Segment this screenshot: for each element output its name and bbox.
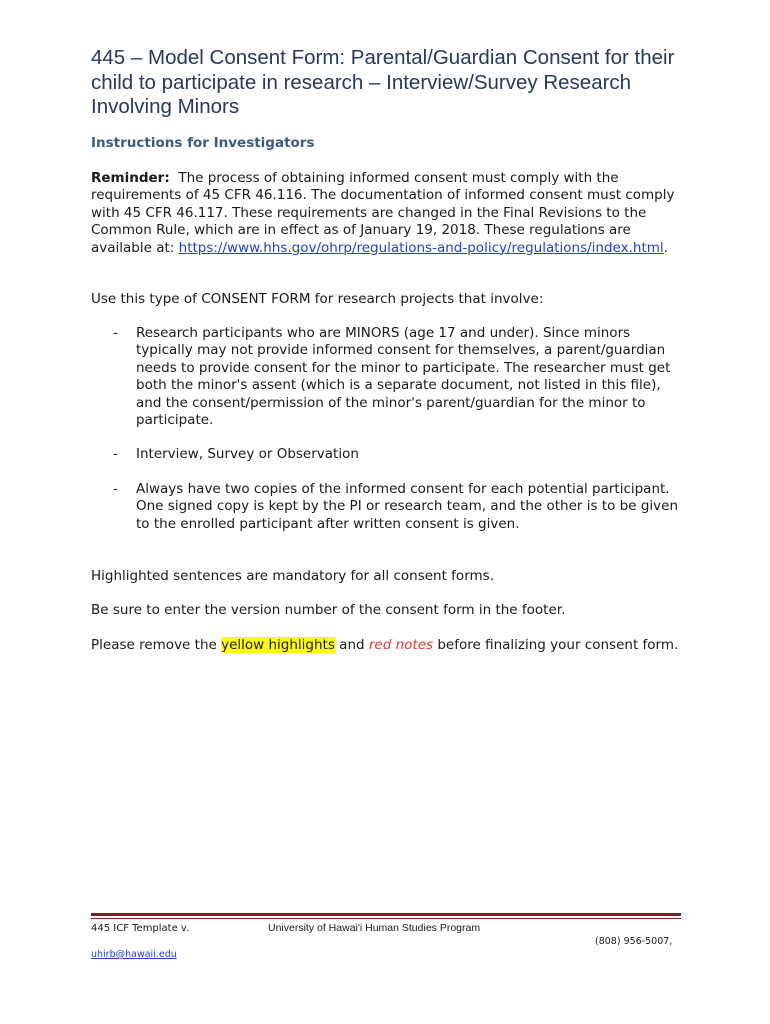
use-intro: Use this type of CONSENT FORM for research projects that involve: bbox=[91, 291, 544, 307]
footer-template-version: 445 ICF Template v. bbox=[91, 923, 190, 934]
bullet-marker: - bbox=[113, 325, 118, 341]
list-item bbox=[91, 325, 683, 429]
list-item-text: Research participants who are MINORS (age 17 and under). Since minors typically may not provide informed consent for themselves, a parent/guardian needs to provide consent for the minor to participate. The researcher must get both the minor's assent (which is a separate document, not listed in this file), and the consent/permission of the minor's parent/guardian for the minor to participate. bbox=[136, 325, 671, 429]
reminder-paragraph bbox=[91, 170, 683, 257]
version-note: Be sure to enter the version number of the consent form in the footer. bbox=[91, 602, 566, 618]
bullet-marker: - bbox=[113, 446, 118, 463]
instructions-heading: Instructions for Investigators bbox=[91, 135, 315, 151]
remove-note-prefix: Please remove the bbox=[91, 637, 222, 653]
remove-note bbox=[91, 637, 683, 654]
remove-note-middle: and bbox=[334, 637, 369, 653]
bullet-marker: - bbox=[113, 480, 118, 497]
document-title: 445 – Model Consent Form: Parental/Guardian Consent for their child to participate in research – Interview/Survey Research Involving Minors bbox=[91, 46, 675, 118]
list-item-text: Always have two copies of the informed consent for each potential participant. One signed copy is kept by the PI or research team, and the other is to be given to the enrolled participant after written consent is given. bbox=[136, 480, 679, 532]
highlight-note: Highlighted sentences are mandatory for all consent forms. bbox=[91, 568, 494, 584]
requirements-list bbox=[91, 325, 683, 533]
footer-rule-thin bbox=[91, 918, 681, 919]
red-note-text: red notes bbox=[368, 637, 434, 653]
list-item bbox=[91, 481, 683, 533]
reminder-end: . bbox=[663, 239, 668, 256]
reminder-label: Reminder: bbox=[91, 170, 170, 186]
remove-note-suffix: before finalizing your consent form. bbox=[433, 637, 679, 653]
reminder-text: The process of obtaining informed consent must comply with the requirements of 45 CFR 46.116. The documentation of informed consent must comply with 45 CFR 46.117. These requirements are changed in the Final Revisions to the Common Rule, which are in effect as of January 19, 2018. These regulations are available at: bbox=[91, 170, 675, 256]
yellow-highlight-text: yellow highlights bbox=[221, 637, 335, 653]
footer-email-link[interactable]: uhirb@hawaii.edu bbox=[91, 949, 177, 960]
footer-phone: (808) 956-5007, bbox=[595, 936, 673, 947]
footer-rule bbox=[91, 913, 681, 916]
list-item bbox=[91, 446, 683, 463]
list-item-text: Interview, Survey or Observation bbox=[136, 446, 359, 463]
footer-program: University of Hawai'i Human Studies Program bbox=[268, 922, 481, 934]
regulations-link[interactable]: https://www.hhs.gov/ohrp/regulations-and-policy/regulations/index.html bbox=[178, 239, 664, 256]
